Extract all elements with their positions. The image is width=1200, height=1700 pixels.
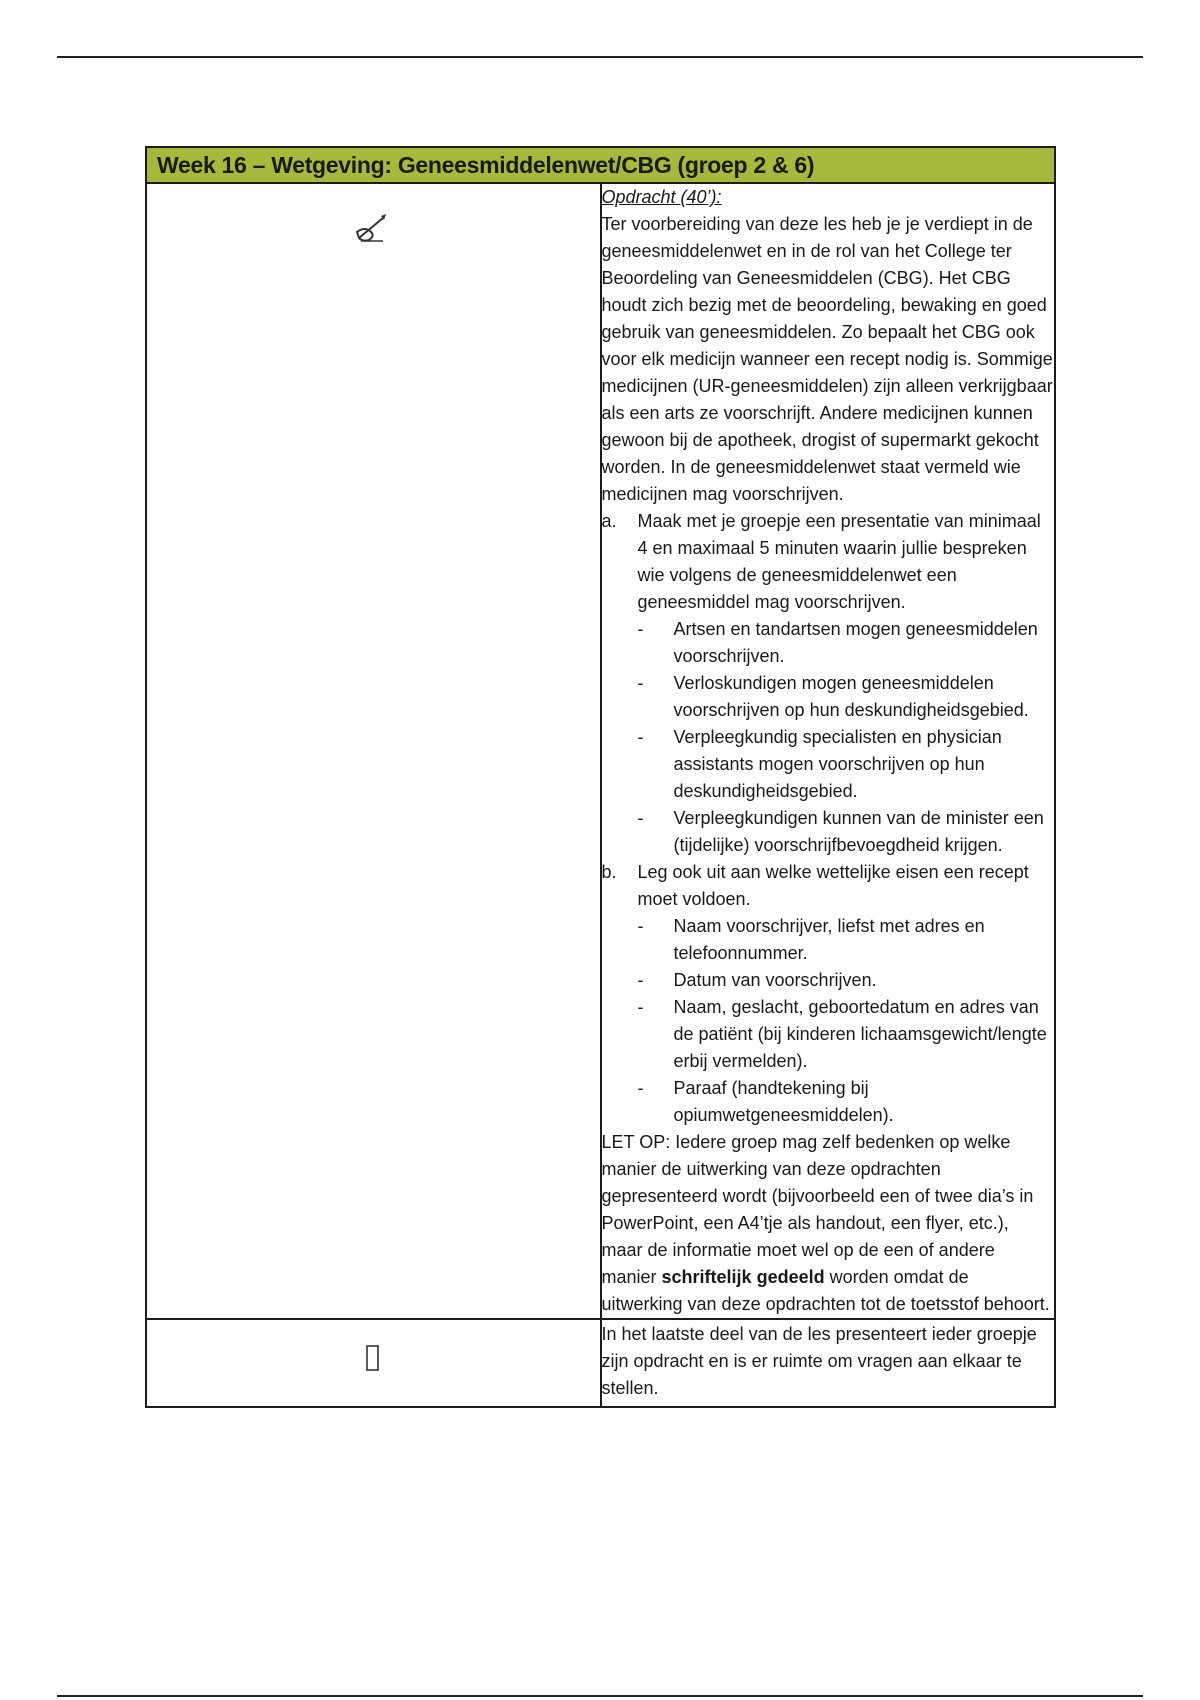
- presentation-icon-cell: [146, 1319, 601, 1407]
- bullet-text: Verpleegkundigen kunnen van de minister een (tijdelijke) voorschrijfbevoegdheid krijgen.: [673, 808, 1044, 855]
- bullet-item: [602, 913, 1055, 967]
- bullet-item: [602, 967, 1055, 994]
- item-marker: b.: [601, 862, 617, 882]
- assignment-intro: Ter voorbereiding van deze les heb je je verdiept in de geneesmiddelenwet en in de rol van het College ter Beoordeling van Geneesmiddelen (CBG). Het CBG houdt zich bezig met de beoordeling, bewaking en goed gebruik van geneesmiddelen. Zo bepaalt het CBG ook voor elk medicijn wanneer een recept nodig is. Sommige medicijnen (UR-geneesmiddelen) zijn alleen verkrijgbaar als een arts ze voorschrijft. Andere medicijnen kunnen gewoon bij de apotheek, drogist of supermarkt gekocht worden. In de geneesmiddelenwet staat vermeld wie medicijnen mag voorschrijven.: [601, 214, 1053, 504]
- dash-marker: -: [637, 808, 644, 828]
- bullet-item: [602, 670, 1055, 724]
- bullet-text: Naam voorschrijver, liefst met adres en telefoonnummer.: [673, 916, 985, 963]
- list-item-a: [602, 508, 1055, 616]
- bullet-text: Artsen en tandartsen mogen geneesmiddelen voorschrijven.: [673, 619, 1038, 666]
- note-text-end: worden omdat de uitwerking van deze opdrachten tot de toetsstof behoort.: [601, 1267, 1050, 1314]
- missing-glyph-icon: [147, 1344, 600, 1372]
- assignment-row: [146, 183, 1055, 1319]
- top-rule: [57, 56, 1143, 58]
- writing-hand-icon: [147, 210, 600, 244]
- assignment-note: [602, 1129, 1055, 1318]
- assignment-icon-cell: [146, 183, 601, 1319]
- bullet-text: Paraaf (handtekening bij opiumwetgeneesmiddelen).: [673, 1078, 894, 1125]
- bullet-item: [602, 994, 1055, 1075]
- bullet-text: Verpleegkundig specialisten en physician assistants mogen voorschrijven op hun deskundigheidsgebied.: [673, 727, 1002, 801]
- assignment-content: [601, 183, 1056, 1319]
- bullet-text: Datum van voorschrijven.: [673, 970, 877, 990]
- presentation-row: [146, 1319, 1055, 1407]
- note-emphasis: schriftelijk gedeeld: [661, 1267, 825, 1287]
- lesson-table: [145, 146, 1056, 1408]
- presentation-content: [601, 1319, 1056, 1407]
- dash-marker: -: [637, 970, 644, 990]
- bullet-text: Naam, geslacht, geboortedatum en adres van de patiënt (bij kinderen lichaamsgewicht/lengte erbij vermelden).: [673, 997, 1047, 1071]
- item-text: Maak met je groepje een presentatie van minimaal 4 en maximaal 5 minuten waarin jullie bespreken wie volgens de geneesmiddelenwet een geneesmiddel mag voorschrijven.: [637, 511, 1041, 612]
- item-marker: a.: [601, 511, 617, 531]
- lesson-title: Week 16 – Wetgeving: Geneesmiddelenwet/CBG (groep 2 & 6): [146, 147, 1055, 183]
- dash-marker: -: [637, 673, 644, 693]
- list-item-b: [602, 859, 1055, 913]
- note-text-start: LET OP: Iedere groep mag zelf bedenken op welke manier de uitwerking van deze opdrachten gepresenteerd wordt (bijvoorbeeld een of twee dia’s in PowerPoint, een A4’tje als handout, een flyer, etc.), maar de informatie moet wel op de een of andere manier: [601, 1132, 1034, 1287]
- bullet-item: [602, 724, 1055, 805]
- bullet-item: [602, 805, 1055, 859]
- assignment-subtitle: Opdracht (40’):: [601, 187, 722, 207]
- item-text: Leg ook uit aan welke wettelijke eisen een recept moet voldoen.: [637, 862, 1029, 909]
- bottom-rule: [57, 1695, 1143, 1697]
- dash-marker: -: [637, 619, 644, 639]
- presentation-text: In het laatste deel van de les presenteert ieder groepje zijn opdracht en is er ruimte om vragen aan elkaar te stellen.: [601, 1324, 1037, 1398]
- bullet-item: [602, 1075, 1055, 1129]
- dash-marker: -: [637, 997, 644, 1017]
- dash-marker: -: [637, 727, 644, 747]
- bullet-item: [602, 616, 1055, 670]
- dash-marker: -: [637, 1078, 644, 1098]
- dash-marker: -: [637, 916, 644, 936]
- bullet-text: Verloskundigen mogen geneesmiddelen voorschrijven op hun deskundigheidsgebied.: [673, 673, 1029, 720]
